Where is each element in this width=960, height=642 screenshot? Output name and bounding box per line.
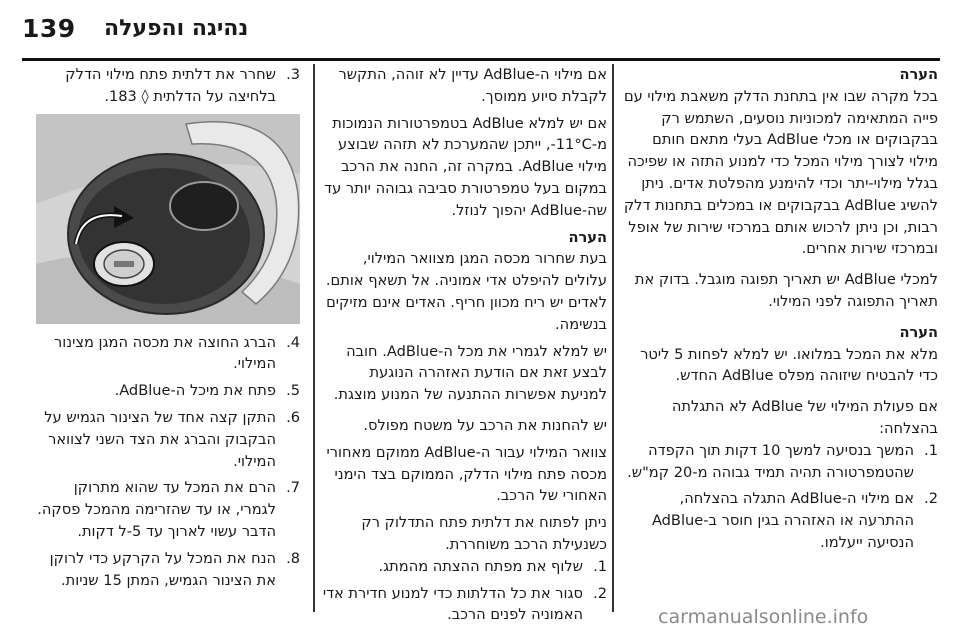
list-text: הנח את המכל על הקרקע כדי לרוקן את הצינור הגמיש, המתן 15 שניות.	[49, 549, 276, 589]
numbered-list	[34, 332, 300, 592]
paragraph: צוואר המילוי עבור ה-AdBlue ממוקם מאחורי מכסה פתח מילוי הדלק, הממוקם בצד הימני האחורי של הרכב.	[326, 443, 607, 505]
note-title: הערה	[899, 323, 938, 341]
list-text: המשך בנסיעה למשך 10 דקות תוך הקפדה שהטמפרטורה תהיה תמיד גבוהה מ-20 קמ"ש.	[627, 441, 914, 481]
header-rule	[22, 58, 940, 61]
list-item	[34, 548, 300, 592]
paragraph: אם מילוי ה-AdBlue עדיין לא זוהה, התקשר לקבלת סיוע ממוסך.	[338, 66, 607, 105]
numbered-list	[320, 556, 607, 626]
list-number: 2.	[593, 584, 607, 602]
list-text: פתח את מיכל ה-AdBlue.	[114, 382, 276, 400]
paragraph: יש להחנות את הרכב על משטח מפולס.	[363, 416, 607, 434]
column-middle	[320, 64, 607, 626]
list-text: הברג החוצה את מכסה המגן מצינור המילוי.	[54, 333, 276, 373]
note-text: מלא את המכל במלואו. יש למלא לפחות 5 ליטר כדי להבטיח שיזוהה מפלס AdBlue החדש.	[640, 345, 938, 385]
list-text: שחרר את דלתית פתח מילוי הדלק בלחיצה על הדלתית ◊ 183.	[65, 66, 276, 105]
section-title: נהיגה והפעלה	[104, 16, 249, 41]
list-item	[320, 556, 607, 578]
paragraph: אם פעולת המילוי של AdBlue לא התגלתה בהצלחה:	[671, 398, 938, 437]
list-item	[620, 440, 938, 484]
list-item	[620, 488, 938, 553]
list-text: סגור את כל הדלתות כדי למנוע חדירת אדי האמוניה לפנים הרכב.	[322, 584, 583, 624]
list-number: 6.	[286, 408, 300, 426]
list-item	[34, 380, 300, 402]
paragraph: למכלי AdBlue יש תאריך תפוגה מוגבל. בדוק את תאריך התפוגה לפני המילוי.	[634, 271, 938, 310]
list-item	[34, 332, 300, 376]
list-text: אם מילוי ה-AdBlue התגלה בהצלחה, ההתרעה או האזהרה בגין חוסר ב-AdBlue הנסיעה ייעלמו.	[651, 490, 914, 551]
paragraph: ניתן לפתוח את דלתית פתח התדלוק רק כשנעילת הרכב משוחררת.	[361, 514, 607, 553]
list-number: 1.	[593, 557, 607, 575]
numbered-list	[620, 440, 938, 554]
list-number: 1.	[924, 441, 938, 459]
paragraph: יש למלא לגמרי את מכל ה-AdBlue. חובה לבצע זאת אם הודעת האזהרה הנוגעת למניעת אפשרות ההתנעה של המנוע מוצגת.	[333, 342, 607, 404]
page-header	[22, 14, 940, 54]
fuel-door-illustration	[36, 114, 300, 324]
note-text: בכל מקרה שבו אין בתחנת הדלק משאבת מילוי עם פייה המתאימה למכוניות נוסעים, השתמש רק בבקבוקים או מכלי AdBlue בעלי מתאם חותם מילוי לצורך מילוי המכל כדי למנוע התזה או שפיכה בגלל מילוי-יתר וכדי להימנע מהפלטת אדים. ניתן להשיג AdBlue בבקבוקים או במכלים בתחנות דלק רבות, וכן ניתן לרכוש אותם במרכזי שירות של אופל ובמרכזי שירות אחרים.	[623, 87, 938, 258]
note-title: הערה	[899, 66, 938, 83]
page-number: 139	[22, 14, 76, 43]
list-item	[34, 477, 300, 542]
list-text: הרם את המכל עד שהוא מתרוקן לגמרי, או עד שהזרימה מהמכל פסקה. הדבר עשוי לארוך עד 5-ל דקות.	[37, 479, 276, 540]
list-item	[320, 583, 607, 627]
column-right	[620, 64, 938, 554]
column-divider	[313, 64, 315, 612]
list-number: 2.	[924, 490, 938, 508]
paragraph: אם יש למלא AdBlue בטמפרטורות הנמוכות מ-11°C-, ייתכן שהמערכת לא תזהה שבוצע מילוי AdBlue. במקרה זה, החנה את הרכב במקום בעל טמפרטורת סביבה גבוהה יותר עד שה-AdBlue יהפוך לנוזל.	[324, 114, 607, 219]
list-number: 4.	[286, 333, 300, 351]
list-item	[34, 64, 300, 108]
column-divider	[612, 64, 614, 612]
list-number: 7.	[286, 479, 300, 497]
column-left	[34, 64, 300, 591]
list-text: התקן קצה אחד של הצינור הגמיש על הבקבוק והברג את הצד השני לצוואר המילוי.	[44, 408, 276, 470]
list-number: 8.	[286, 549, 300, 567]
list-number: 5.	[286, 382, 300, 400]
watermark: carmanualsonline.info	[658, 606, 869, 628]
note-text: בעת שחרור מכסה המגן מצוואר המילוי, עלולים להיפלט אדי אמוניה. אל תשאף אותם. לאדים יש ריח מכוון חריף. האדים אינם מזיקים בנשימה.	[325, 250, 607, 333]
list-number: 3.	[286, 66, 300, 83]
list-text: שלוף את מפתח ההצתה מהמתג.	[378, 557, 583, 575]
list-item	[34, 407, 300, 472]
note-title: הערה	[568, 228, 607, 246]
numbered-list	[34, 64, 300, 108]
